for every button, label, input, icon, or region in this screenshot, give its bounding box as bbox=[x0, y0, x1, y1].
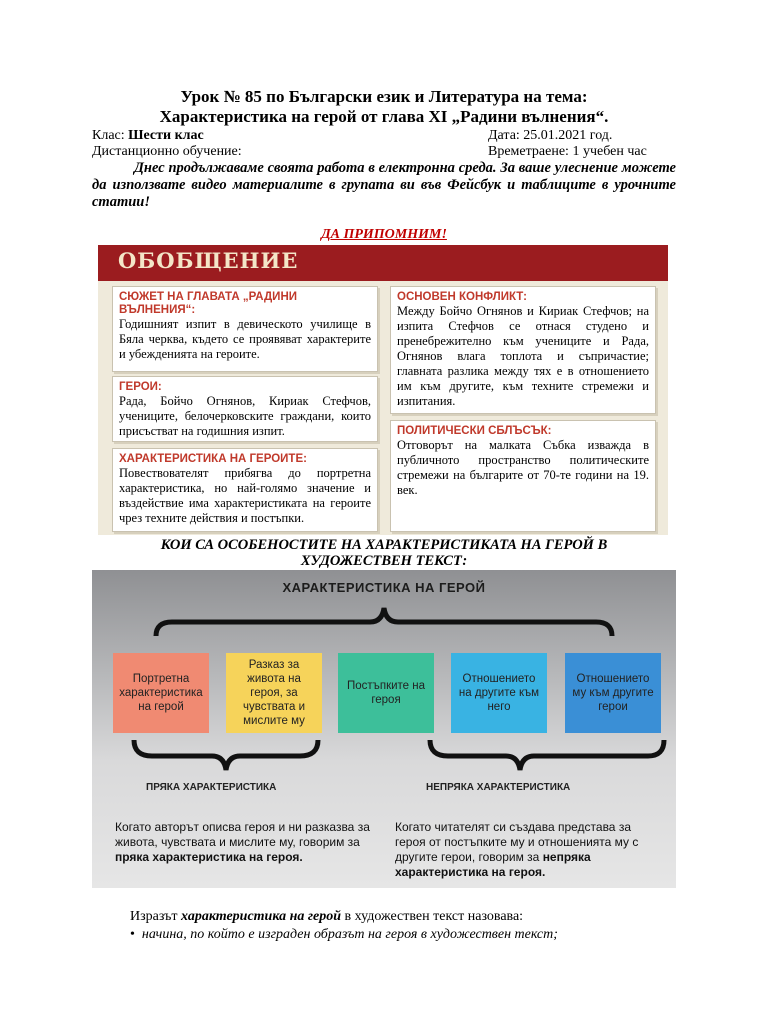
summary-box-characterization bbox=[112, 448, 378, 532]
right-brace-icon bbox=[430, 740, 664, 770]
box-heading: ПОЛИТИЧЕСКИ СБЛЪСЪК: bbox=[397, 425, 552, 437]
card-life-story: Разказ за живота на героя, за чувствата и мислите му bbox=[226, 653, 322, 733]
card-portrait: Портретна характеристика на герой bbox=[113, 653, 209, 733]
box-text: Годишният изпит в девическото училище в Бяла черква, където се проявяват характерите и убежденията на героите. bbox=[119, 317, 371, 361]
mode-info: Дистанционно обучение: bbox=[92, 144, 242, 159]
definition-rest: в художествен текст назовава: bbox=[341, 909, 524, 924]
box-heading: ОСНОВЕН КОНФЛИКТ: bbox=[397, 291, 527, 303]
date-info: Дата: 25.01.2021 год. bbox=[488, 128, 613, 143]
top-brace-icon bbox=[156, 608, 612, 636]
class-label: Клас: bbox=[92, 128, 129, 143]
class-value: Шести клас bbox=[128, 128, 204, 143]
definition-term: характеристика на герой bbox=[181, 909, 342, 924]
box-text: Между Бойчо Огнянов и Кириак Стефчов; на изпита Стефчов се отнася студено и пренебрежително към учениците и Рада, Огнянов влага топлота и съпричастие; главната разлика между тях е в отношението им към другите, към техните стремежи и изпитания. bbox=[397, 304, 649, 408]
box-heading: ГЕРОИ: bbox=[119, 381, 162, 393]
class-info bbox=[92, 127, 204, 144]
summary-box-political bbox=[390, 420, 656, 532]
question-line2: ХУДОЖЕСТВЕН ТЕКСТ: bbox=[300, 553, 468, 569]
indirect-bold: непряка характеристика на героя. bbox=[395, 850, 591, 879]
definition-line bbox=[130, 908, 523, 925]
box-heading: СЮЖЕТ НА ГЛАВАТА „РАДИНИ ВЪЛНЕНИЯ“: bbox=[119, 291, 298, 316]
question-line1: КОИ СА ОСОБЕНОСТИТЕ НА ХАРАКТЕРИСТИКАТА НА ГЕРОЙ В bbox=[160, 537, 608, 553]
bullet-text: начина, по който е изграден образът на героя в художествен текст; bbox=[141, 927, 558, 942]
box-text: Отговорът на малката Събка изважда в публичното пространство политическите стремежи на българите от 70-те години на 19. век. bbox=[397, 438, 649, 497]
direct-description bbox=[115, 820, 383, 865]
summary-box-plot bbox=[112, 286, 378, 372]
indirect-label: НЕПРЯКА ХАРАКТЕРИСТИКА bbox=[426, 782, 571, 793]
intro-paragraph: Днес продължаваме своята работа в електронна среда. За ваше улеснение можете да използвате видео материалите в групата ви във Фейсбук и таблиците в урочните статии! bbox=[92, 160, 676, 210]
card-actions: Постъпките на героя bbox=[338, 653, 434, 733]
direct-bold: пряка характеристика на героя. bbox=[115, 850, 303, 864]
left-brace-icon bbox=[134, 740, 318, 770]
box-heading: ХАРАКТЕРИСТИКА НА ГЕРОИТЕ: bbox=[119, 453, 307, 465]
box-text: Рада, Бойчо Огнянов, Кириак Стефчов, учениците, белочерковските граждани, които присъстват на годишния изпит. bbox=[119, 394, 371, 438]
bullet-item bbox=[130, 926, 558, 943]
summary-title: ОБОБЩЕНИЕ bbox=[118, 248, 299, 273]
duration-info: Времетраене: 1 учебен час bbox=[488, 144, 647, 159]
card-others-attitude: Отношението на другите към него bbox=[451, 653, 547, 733]
direct-label: ПРЯКА ХАРАКТЕРИСТИКА bbox=[146, 782, 277, 793]
card-his-attitude: Отношението му към другите герои bbox=[565, 653, 661, 733]
bullet-icon: • bbox=[130, 927, 142, 942]
diagram-title: ХАРАКТЕРИСТИКА НА ГЕРОЙ bbox=[282, 580, 486, 595]
reminder-heading: ДА ПРИПОМНИМ! bbox=[321, 227, 447, 242]
indirect-text: Когато читателят си създава представа за героя от постъпките му и отношенията му с другите герои, говорим за bbox=[395, 820, 639, 864]
box-text: Повествователят прибягва до портретна характеристика, но най-голямо значение и въздействие има характеристиката на героите чрез техните действия и постъпки. bbox=[119, 466, 371, 525]
summary-box-heroes bbox=[112, 376, 378, 442]
lesson-title-line1: Урок № 85 по Български език и Литература на тема: bbox=[180, 87, 588, 106]
definition-lead: Изразът bbox=[130, 909, 182, 924]
indirect-description bbox=[395, 820, 663, 880]
direct-text: Когато авторът описва героя и ни разказва за живота, чувствата и мислите му, говорим за bbox=[115, 820, 370, 849]
summary-box-conflict bbox=[390, 286, 656, 414]
lesson-title-line2: Характеристика на герой от глава XI „Радини вълнения“. bbox=[159, 107, 609, 126]
